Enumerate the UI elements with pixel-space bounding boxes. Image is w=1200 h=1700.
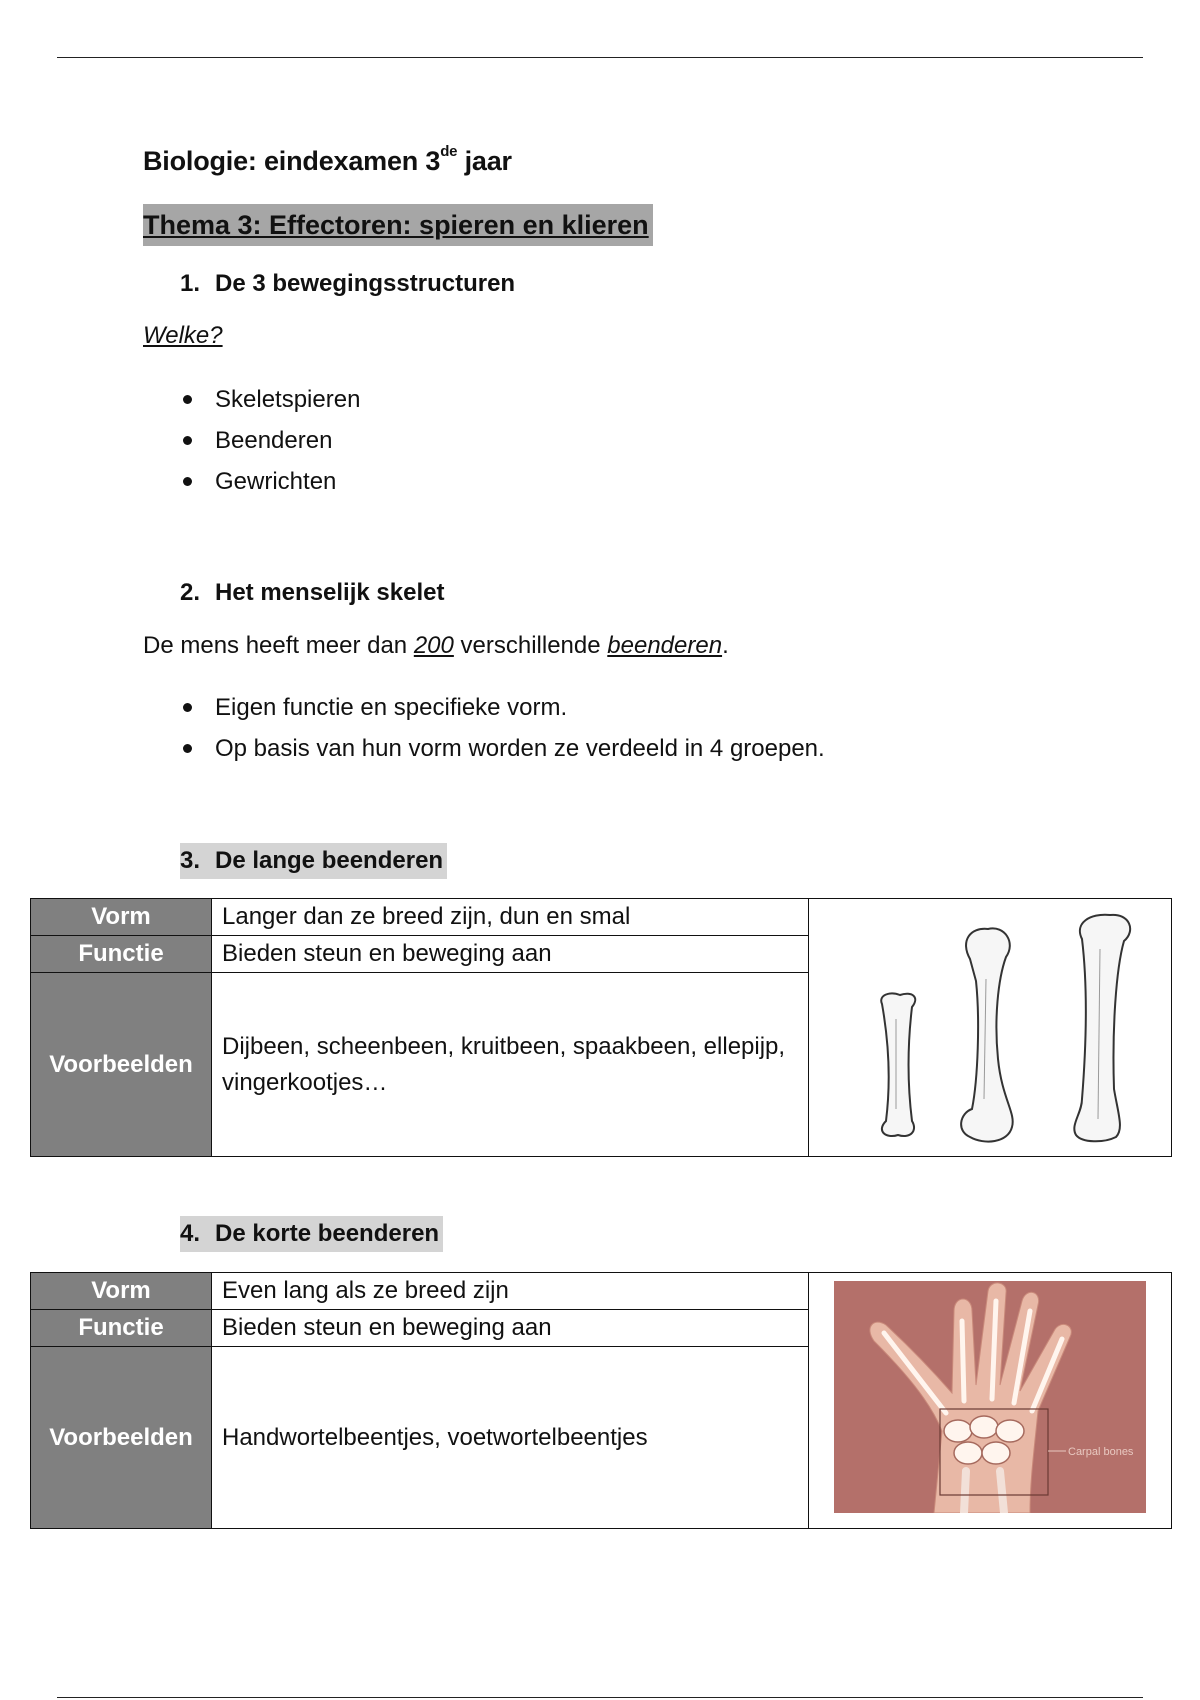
tibia-bone bbox=[1074, 915, 1130, 1142]
row-value: Bieden steun en beweging aan bbox=[212, 1310, 809, 1347]
carpal-caption: Carpal bones bbox=[1068, 1446, 1134, 1458]
row-value: Dijbeen, scheenbeen, kruitbeen, spaakbeen, ellepijp, vingerkootjes… bbox=[212, 973, 809, 1157]
table-row bbox=[31, 1273, 1172, 1310]
row-label: Voorbeelden bbox=[31, 1347, 212, 1529]
long-bones-illustration bbox=[820, 899, 1160, 1149]
section-4-heading: 4. De korte beenderen bbox=[180, 1216, 443, 1252]
question-label: Welke? bbox=[143, 322, 223, 349]
hand-xray-illustration bbox=[834, 1281, 1146, 1513]
row-label: Voorbeelden bbox=[31, 973, 212, 1157]
short-long-bone bbox=[881, 993, 915, 1136]
list-item: Op basis van hun vorm worden ze verdeeld in 4 groepen. bbox=[180, 728, 825, 769]
row-label: Functie bbox=[31, 936, 212, 973]
table-row bbox=[31, 899, 1172, 936]
section-1-heading: 1. De 3 bewegingsstructuren bbox=[180, 270, 516, 297]
row-label: Vorm bbox=[31, 1273, 212, 1310]
femur-bone bbox=[961, 928, 1013, 1141]
skeleton-paragraph: De mens heeft meer dan 200 verschillende beenderen. bbox=[143, 632, 729, 659]
bottom-rule bbox=[57, 1697, 1143, 1698]
list-item: Beenderen bbox=[180, 420, 360, 461]
row-value: Even lang als ze breed zijn bbox=[212, 1273, 809, 1310]
row-label: Functie bbox=[31, 1310, 212, 1347]
section-3-heading: 3. De lange beenderen bbox=[180, 843, 447, 879]
structures-list bbox=[180, 379, 360, 502]
list-item: Gewrichten bbox=[180, 461, 360, 502]
row-value: Handwortelbeentjes, voetwortelbeentjes bbox=[212, 1347, 809, 1529]
long-bones-table bbox=[30, 898, 1172, 1157]
short-bones-table bbox=[30, 1272, 1172, 1529]
short-bones-image bbox=[809, 1273, 1172, 1529]
top-rule bbox=[57, 57, 1143, 58]
list-item: Eigen functie en specifieke vorm. bbox=[180, 687, 825, 728]
section-2-heading: 2. Het menselijk skelet bbox=[180, 579, 445, 606]
row-value: Bieden steun en beweging aan bbox=[212, 936, 809, 973]
row-label: Vorm bbox=[31, 899, 212, 936]
list-item: Skeletspieren bbox=[180, 379, 360, 420]
row-value: Langer dan ze breed zijn, dun en smal bbox=[212, 899, 809, 936]
skeleton-list bbox=[180, 687, 825, 769]
long-bones-image bbox=[809, 899, 1172, 1157]
document-title: Biologie: eindexamen 3de jaar bbox=[143, 143, 512, 176]
theme-heading: Thema 3: Effectoren: spieren en klieren bbox=[143, 204, 653, 246]
